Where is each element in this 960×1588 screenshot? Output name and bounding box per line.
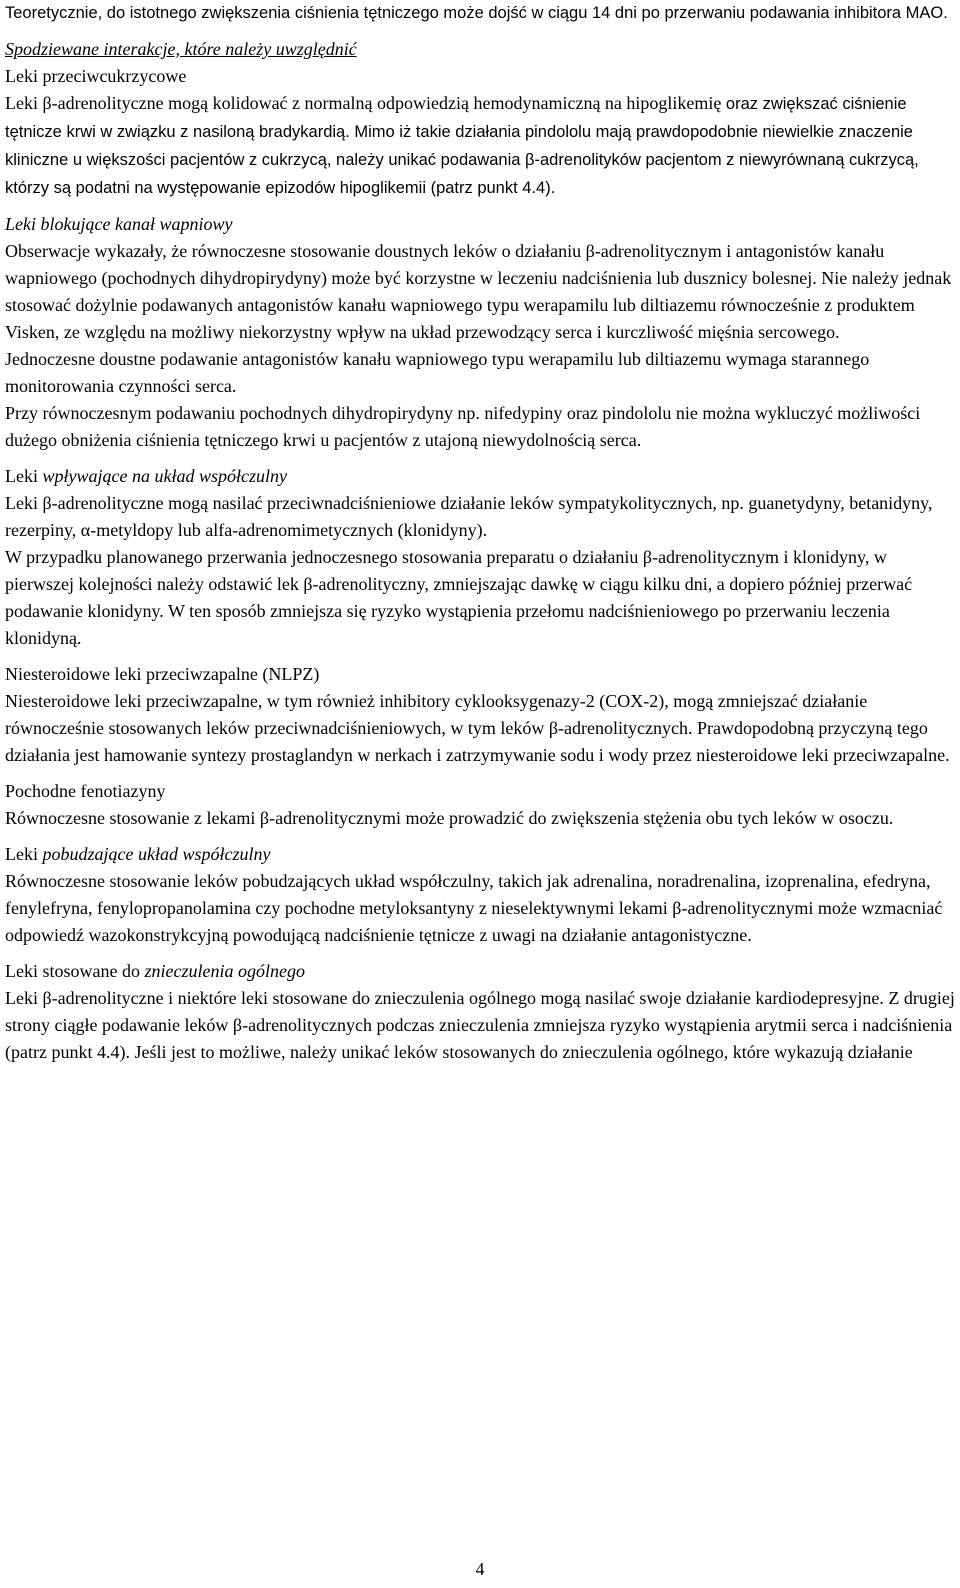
sympathomimetic-paragraph: Równoczesne stosowanie leków pobudzających układ współczulny, takich jak adrenalina, noradrenalina, izoprenalina, efedryna, fenylefryna, fenylopropanolamina czy pochodne metyloksantyny z nieselektywnymi lekami β-adrenolitycznymi może wzmacniać odpowiedź wazokonstrykcyjną powodującą nadciśnienie tętnicze z uwagi na działanie antagonistyczne. [5,871,943,945]
antidiabetic-text-sans: oraz zwiększać ciśnienie tętnicze krwi w związku z nasiloną bradykardią. Mimo iż takie działania pindololu mają prawdopodobnie niewielkie znaczenie kliniczne u większości pacjentów z cukrzycą, należy unikać podawania β-adrenolityków pacjentom z niewyrównaną cukrzycą, którzy są podatni na występowanie epizodów hipoglikemii (patrz punkt 4.4). [5,95,919,197]
calcium-paragraph-1: Obserwacje wykazały, że równoczesne stosowanie doustnych leków o działaniu β-adrenolitycznym i antagonistów kanału wapniowego (pochodnych dihydropirydyny) może być korzystne w leczeniu nadciśnienia lub dusznicy bolesnej. Nie należy jednak stosować dożylnie podawanych antagonistów kanału wapniowego typu werapamilu lub diltiazemu równocześnie z produktem Visken, ze względu na możliwy niekorzystny wpływ na układ przewodzący serca i kurczliwość mięśnia sercowego. [5,241,952,342]
anesthesia-heading-italic: znieczulenia ogólnego [144,961,305,981]
phenothiazine-paragraph: Równoczesne stosowanie z lekami β-adrenolitycznymi może prowadzić do zwiększenia stężenia obu tych leków w osoczu. [5,808,894,828]
interactions-heading: Spodziewane interakcje, które należy uwzględnić [5,39,357,59]
anesthesia-paragraph: Leki β-adrenolityczne i niektóre leki stosowane do znieczulenia ogólnego mogą nasilać swoje działanie kardiodepresyjne. Z drugiej strony ciągłe podawanie leków β-adrenolitycznych podczas znieczulenia zmniejsza ryzyko wystąpienia arytmii serca i nadciśnienia (patrz punkt 4.4). Jeśli jest to możliwe, należy unikać leków stosowanych do znieczulenia ogólnego, które wykazują działanie [5,988,955,1062]
calcium-paragraph-2: Jednoczesne doustne podawanie antagonistów kanału wapniowego typu werapamilu lub diltiazemu wymaga starannego monitorowania czynności serca. [5,349,870,396]
sympathetic-heading [5,463,957,490]
intro-section [5,0,957,27]
sympathetic-heading-italic: wpływające na układ współczulny [42,466,287,486]
calcium-paragraph-3: Przy równoczesnym podawaniu pochodnych dihydropirydyny np. nifedypiny oraz pindololu nie można wykluczyć możliwości dużego obniżenia ciśnienia tętniczego krwi u pacjentów z utajoną niewydolnością serca. [5,403,921,450]
antidiabetic-text-serif: Leki β-adrenolityczne mogą kolidować z normalną odpowiedzią hemodynamiczną na hipoglikemię [5,93,726,113]
document-page [5,0,957,1075]
phenothiazine-section [5,778,957,832]
anesthesia-heading-prefix: Leki stosowane do [5,961,145,981]
page-number: 4 [475,1559,485,1579]
nsaid-heading: Niesteroidowe leki przeciwzapalne (NLPZ) [5,664,320,684]
sympathomimetic-heading-prefix: Leki [5,844,43,864]
nsaid-section [5,661,957,769]
calcium-section [5,211,957,454]
sympathetic-paragraph-2: W przypadku planowanego przerwania jednoczesnego stosowania preparatu o działaniu β-adrenolitycznym i klonidyny, w pierwszej kolejności należy odstawić lek β-adrenolityczny, zmniejszając dawkę w ciągu kilku dni, a dopiero później przerwać podawanie klonidyny. W ten sposób zmniejsza się ryzyko wystąpienia przełomu nadciśnieniowego po przerwaniu leczenia klonidyną. [5,547,913,648]
calcium-heading: Leki blokujące kanał wapniowy [5,214,233,234]
sympathomimetic-heading-italic: pobudzające układ współczulny [42,844,271,864]
sympathetic-paragraph-1: Leki β-adrenolityczne mogą nasilać przeciwnadciśnieniowe działanie leków sympatykolitycznych, np. guanetydyny, betanidyny, rezerpiny, α-metyldopy lub alfa-adrenomimetycznych (klonidyny). [5,493,933,540]
anesthesia-section [5,958,957,1066]
sympathomimetic-heading [5,841,957,868]
anesthesia-heading [5,958,957,985]
nsaid-paragraph: Niesteroidowe leki przeciwzapalne, w tym również inhibitory cyklooksygenazy-2 (COX-2), mogą zmniejszać działanie równocześnie stosowanych leków przeciwnadciśnieniowych, w tym leków β-adrenolitycznych. Prawdopodobną przyczyną tego działania jest hamowanie syntezy prostaglandyn w nerkach i zatrzymywanie sodu i wody przez niesteroidowe leki przeciwzapalne. [5,691,950,765]
antidiabetic-heading: Leki przeciwcukrzycowe [5,66,187,86]
antidiabetic-paragraph [5,90,957,202]
sympathetic-section [5,463,957,652]
intro-paragraph: Teoretycznie, do istotnego zwiększenia ciśnienia tętniczego może dojść w ciągu 14 dni po przerwaniu podawania inhibitora MAO. [5,4,948,22]
sympathomimetic-section [5,841,957,949]
antidiabetic-section [5,36,957,202]
phenothiazine-heading: Pochodne fenotiazyny [5,781,166,801]
sympathetic-heading-prefix: Leki [5,466,43,486]
